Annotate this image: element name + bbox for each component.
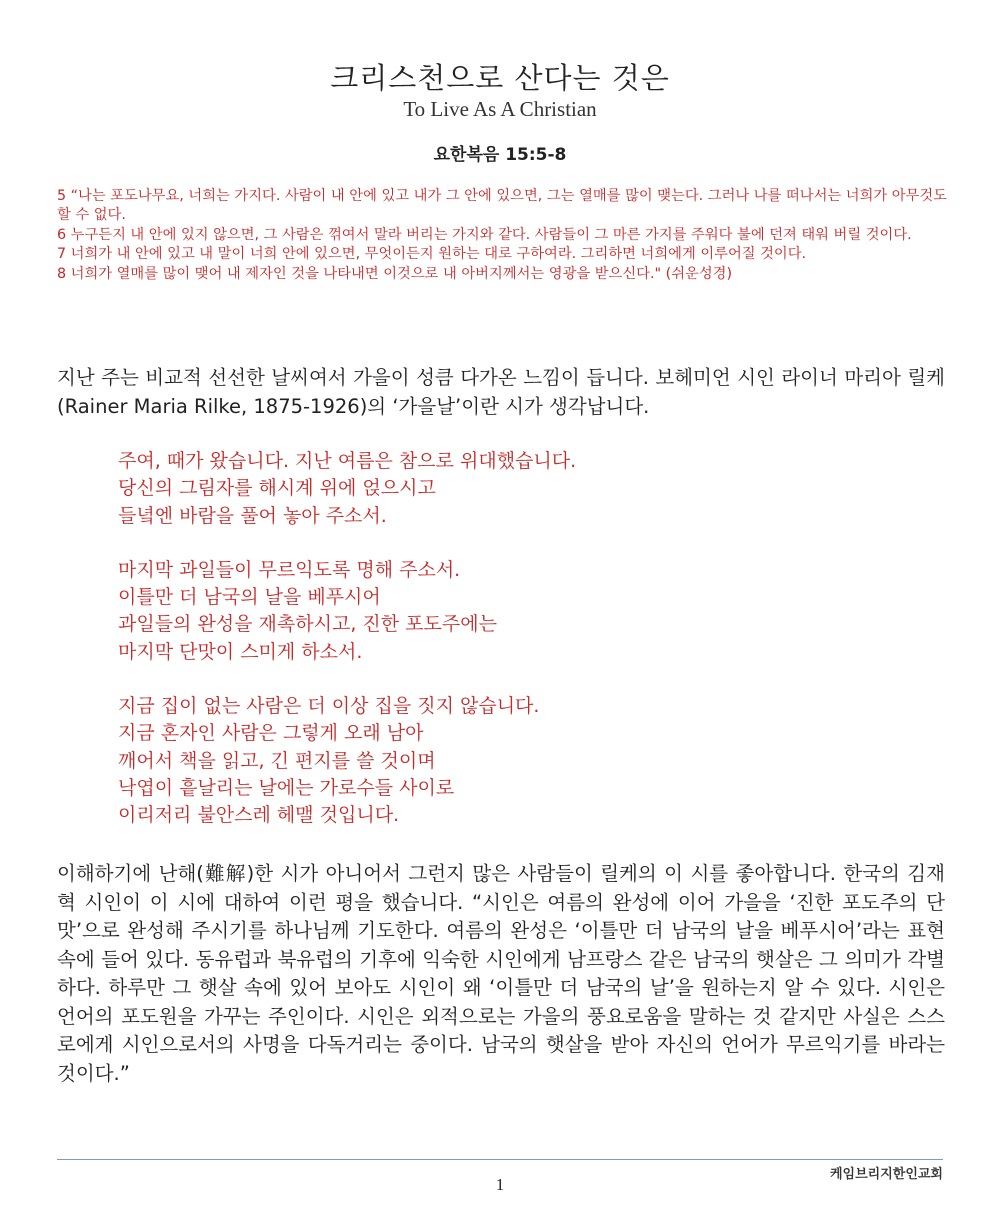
poem-stanza-2 bbox=[118, 557, 898, 666]
church-name: 케임브리지한인교회 bbox=[829, 1167, 943, 1182]
verse-8: 8 너희가 열매를 많이 맺어 내 제자인 것을 나타내면 이것으로 내 아버지께서는 영광을 받으신다." (쉬운성경) bbox=[57, 265, 733, 282]
poem-line: 지금 집이 없는 사람은 더 이상 집을 짓지 않습니다. bbox=[118, 695, 540, 718]
scripture-reference: 요한복음 15:5-8 bbox=[433, 145, 567, 165]
poem-line: 마지막 단맛이 스미게 하소서. bbox=[118, 640, 363, 663]
poem-line: 주여, 때가 왔습니다. 지난 여름은 참으로 위대했습니다. bbox=[118, 450, 577, 472]
scripture-passage bbox=[57, 187, 947, 284]
poem-stanza-1 bbox=[118, 448, 898, 530]
poem-line: 당신의 그림자를 해시계 위에 얹으시고 bbox=[118, 477, 436, 500]
verse-6: 6 누구든지 내 안에 있지 않으면, 그 사람은 꺾여서 말라 버리는 가지와 같다. 사람들이 그 마른 가지를 주워다 불에 던져 태워 버릴 것이다. bbox=[57, 226, 912, 243]
poem bbox=[118, 448, 898, 857]
poem-line: 이틀만 더 남국의 날을 베푸시어 bbox=[118, 586, 381, 609]
poem-line: 들녘엔 바람을 풀어 놓아 주소서. bbox=[118, 504, 387, 527]
commentary-paragraph: 이해하기에 난해(難解)한 시가 아니어서 그런지 많은 사람들이 릴케의 이 시를 좋아합니다. 한국의 김재혁 시인이 이 시에 대하여 이런 평을 했습니다. “시인은 여름의 완성에 이어 가을을 ‘진한 포도주의 단 맛’으로 완성해 주시기를 하나님께 기도한다. 여름의 완성은 ‘이틀만 더 남국의 날을 베푸시어’라는 표현 속에 들어 있다. 동유럽과 북유럽의 기후에 익숙한 시인에게 남프랑스 같은 남국의 햇살은 그 의미가 각별하다. 하루만 그 햇살 속에 있어 보아도 시인이 왜 ‘이틀만 더 남국의 날’을 원하는지 알 수 있다. 시인은 언어의 포도원을 가꾸는 주인이다. 시인은 외적으로는 가을의 풍요로움을 말하는 것 같지만 사실은 스스로에게 시인으로서의 사명을 다독거리는 중이다. 남국의 햇살을 받아 자신의 언어가 무르익기를 바라는 것이다.” bbox=[57, 862, 945, 1085]
poem-line: 이리저리 불안스레 헤맬 것입니다. bbox=[118, 804, 400, 827]
document-title: 크리스천으로 산다는 것은 bbox=[330, 61, 670, 95]
poem-line: 낙엽이 흩날리는 날에는 가로수들 사이로 bbox=[118, 776, 455, 799]
verse-7: 7 너희가 내 안에 있고 내 말이 너희 안에 있으면, 무엇이든지 원하는 대로 구하여라. 그리하면 너희에게 이루어질 것이다. bbox=[57, 246, 807, 263]
poem-line: 마지막 과일들이 무르익도록 명해 주소서. bbox=[118, 558, 461, 581]
page-number: 1 bbox=[495, 1175, 505, 1194]
document-subtitle: To Live As A Christian bbox=[403, 97, 597, 121]
poem-line: 지금 혼자인 사람은 그렇게 오래 남아 bbox=[118, 722, 424, 745]
verse-5: 5 “나는 포도나무요, 너희는 가지다. 사람이 내 안에 있고 내가 그 안에 있으면, 그는 열매를 많이 맺는다. 그러나 나를 떠나서는 너희가 아무것도 할 수 없다. bbox=[57, 188, 947, 224]
poem-line: 과일들의 완성을 재촉하시고, 진한 포도주에는 bbox=[118, 613, 497, 636]
poem-stanza-3 bbox=[118, 693, 898, 829]
footer-rule bbox=[57, 1159, 943, 1160]
poem-line: 깨어서 책을 읽고, 긴 편지를 쓸 것이며 bbox=[118, 749, 436, 772]
intro-paragraph: 지난 주는 비교적 선선한 날씨여서 가을이 성큼 다가온 느낌이 듭니다. 보헤미언 시인 라이너 마리아 릴케 (Rainer Maria Rilke, 1875-1926)의 ‘가을날’이란 시가 생각납니다. bbox=[57, 366, 945, 418]
